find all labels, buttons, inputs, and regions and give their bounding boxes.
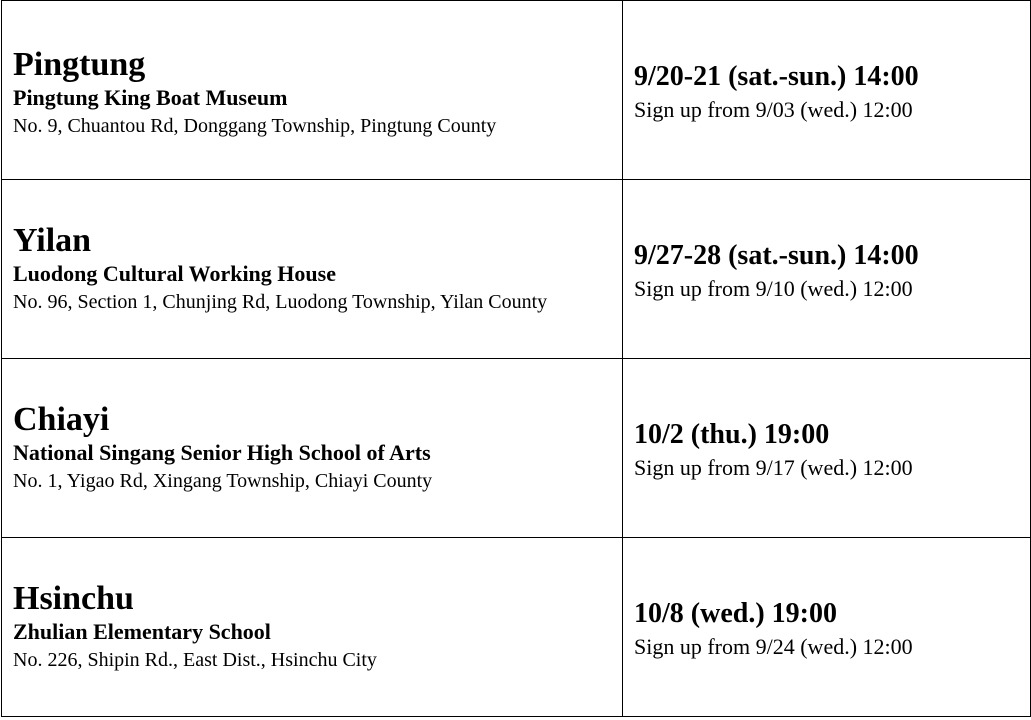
venue-name: National Singang Senior High School of Arts xyxy=(13,439,431,465)
event-datetime: 9/20-21 (sat.-sun.) 14:00 xyxy=(634,61,919,92)
time-cell xyxy=(623,180,1031,359)
signup-info: Sign up from 9/10 (wed.) 12:00 xyxy=(634,276,913,301)
venue-address: No. 9, Chuantou Rd, Donggang Township, Pingtung County xyxy=(13,114,497,137)
event-datetime: 10/2 (thu.) 19:00 xyxy=(634,419,830,450)
venue-address: No. 226, Shipin Rd., East Dist., Hsinchu City xyxy=(13,648,377,671)
city-name: Chiayi xyxy=(13,400,110,438)
city-name: Pingtung xyxy=(13,45,146,83)
event-datetime: 10/8 (wed.) 19:00 xyxy=(634,598,837,629)
venue-name: Luodong Cultural Working House xyxy=(13,260,336,286)
event-row-hsinchu xyxy=(2,538,1031,717)
venue-cell xyxy=(2,359,623,538)
time-cell xyxy=(623,1,1031,180)
signup-info: Sign up from 9/03 (wed.) 12:00 xyxy=(634,97,913,122)
event-row-yilan xyxy=(2,180,1031,359)
time-cell xyxy=(623,538,1031,717)
time-cell xyxy=(623,359,1031,538)
event-schedule-table xyxy=(1,0,1031,717)
signup-info: Sign up from 9/24 (wed.) 12:00 xyxy=(634,634,913,659)
venue-cell xyxy=(2,180,623,359)
venue-address: No. 96, Section 1, Chunjing Rd, Luodong Township, Yilan County xyxy=(13,290,548,313)
signup-info: Sign up from 9/17 (wed.) 12:00 xyxy=(634,455,913,480)
city-name: Yilan xyxy=(13,221,92,259)
event-row-chiayi xyxy=(2,359,1031,538)
venue-address: No. 1, Yigao Rd, Xingang Township, Chiayi County xyxy=(13,469,433,492)
venue-name: Pingtung King Boat Museum xyxy=(13,84,288,110)
venue-cell xyxy=(2,1,623,180)
event-datetime: 9/27-28 (sat.-sun.) 14:00 xyxy=(634,240,919,271)
city-name: Hsinchu xyxy=(13,579,134,617)
venue-name: Zhulian Elementary School xyxy=(13,618,271,644)
event-row-pingtung xyxy=(2,1,1031,180)
venue-cell xyxy=(2,538,623,717)
